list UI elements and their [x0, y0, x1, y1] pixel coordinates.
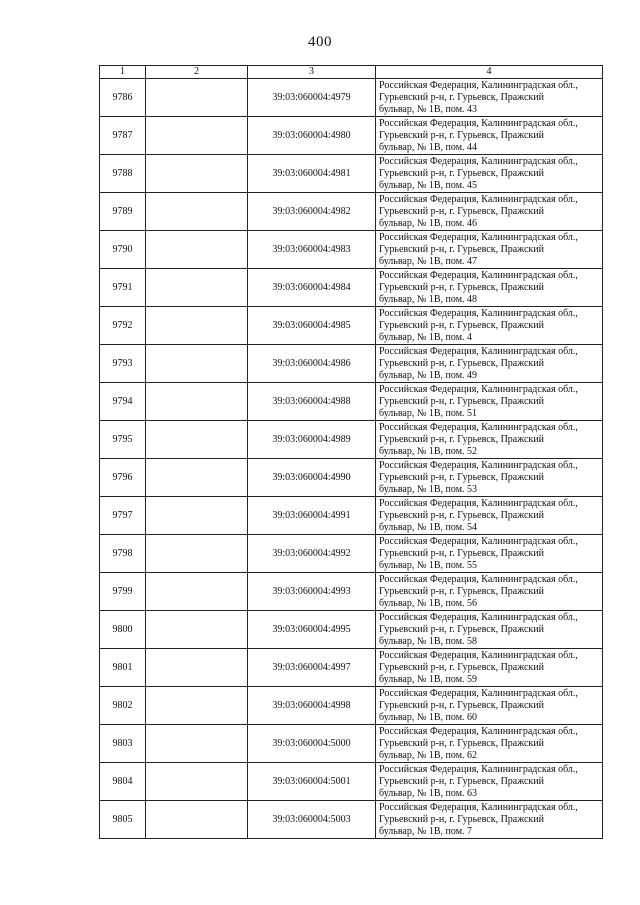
address-cell — [376, 79, 603, 117]
address-line: Гурьевский р-н, г. Гурьевск, Пражский — [379, 243, 544, 255]
address-line: Гурьевский р-н, г. Гурьевск, Пражский — [379, 205, 544, 217]
address-line: бульвар, № 1В, пом. 7 — [379, 825, 473, 837]
cadastral-number-cell: 39:03:060004:4998 — [248, 687, 376, 725]
address-cell — [376, 231, 603, 269]
address-line: бульвар, № 1В, пом. 49 — [379, 369, 478, 381]
row-number-cell: 9801 — [100, 649, 146, 687]
row-number-cell: 9799 — [100, 573, 146, 611]
address-line: бульвар, № 1В, пом. 54 — [379, 521, 478, 533]
address-line: Гурьевский р-н, г. Гурьевск, Пражский — [379, 585, 544, 597]
address-line: бульвар, № 1В, пом. 60 — [379, 711, 478, 723]
column-header-4: 4 — [376, 66, 603, 79]
address-line: Гурьевский р-н, г. Гурьевск, Пражский — [379, 319, 544, 331]
row-number-cell: 9803 — [100, 725, 146, 763]
empty-cell — [146, 611, 248, 649]
row-number-cell: 9798 — [100, 535, 146, 573]
empty-cell — [146, 459, 248, 497]
empty-cell — [146, 193, 248, 231]
empty-cell — [146, 307, 248, 345]
row-number-cell: 9802 — [100, 687, 146, 725]
row-number-cell: 9805 — [100, 801, 146, 839]
address-line: Российская Федерация, Калининградская обл., — [379, 725, 578, 737]
table-row — [100, 573, 603, 611]
address-line: Гурьевский р-н, г. Гурьевск, Пражский — [379, 775, 544, 787]
cadastral-number-cell: 39:03:060004:4985 — [248, 307, 376, 345]
address-line: Гурьевский р-н, г. Гурьевск, Пражский — [379, 471, 544, 483]
cadastral-number-cell: 39:03:060004:5003 — [248, 801, 376, 839]
cadastral-number-cell: 39:03:060004:4990 — [248, 459, 376, 497]
address-line: Гурьевский р-н, г. Гурьевск, Пражский — [379, 91, 544, 103]
address-cell — [376, 117, 603, 155]
table-row — [100, 459, 603, 497]
row-number-cell: 9793 — [100, 345, 146, 383]
address-line: Российская Федерация, Калининградская обл., — [379, 497, 578, 509]
column-header-2: 2 — [146, 66, 248, 79]
table-row — [100, 231, 603, 269]
address-line: Российская Федерация, Калининградская обл., — [379, 801, 578, 813]
empty-cell — [146, 763, 248, 801]
address-line: бульвар, № 1В, пом. 4 — [379, 331, 473, 343]
address-cell — [376, 725, 603, 763]
table-row — [100, 801, 603, 839]
address-line: Российская Федерация, Калининградская обл., — [379, 763, 578, 775]
empty-cell — [146, 649, 248, 687]
address-line: бульвар, № 1В, пом. 44 — [379, 141, 478, 153]
address-line: Российская Федерация, Калининградская обл., — [379, 117, 578, 129]
cadastral-number-cell: 39:03:060004:4992 — [248, 535, 376, 573]
row-number-cell: 9804 — [100, 763, 146, 801]
cadastral-number-cell: 39:03:060004:4997 — [248, 649, 376, 687]
row-number-cell: 9795 — [100, 421, 146, 459]
address-line: Российская Федерация, Калининградская обл., — [379, 231, 578, 243]
address-cell — [376, 763, 603, 801]
cadastral-number-cell: 39:03:060004:4986 — [248, 345, 376, 383]
table-row — [100, 383, 603, 421]
address-cell — [376, 193, 603, 231]
address-line: бульвар, № 1В, пом. 45 — [379, 179, 478, 191]
empty-cell — [146, 79, 248, 117]
empty-cell — [146, 573, 248, 611]
cadastral-number-cell: 39:03:060004:4980 — [248, 117, 376, 155]
address-line: Российская Федерация, Калининградская обл., — [379, 573, 578, 585]
address-line: бульвар, № 1В, пом. 59 — [379, 673, 478, 685]
row-number-cell: 9796 — [100, 459, 146, 497]
address-line: Российская Федерация, Калининградская обл., — [379, 269, 578, 281]
table-row — [100, 497, 603, 535]
address-cell — [376, 383, 603, 421]
table-row — [100, 193, 603, 231]
address-line: Российская Федерация, Калининградская обл., — [379, 345, 578, 357]
cadastral-number-cell: 39:03:060004:4993 — [248, 573, 376, 611]
empty-cell — [146, 155, 248, 193]
address-cell — [376, 421, 603, 459]
cadastral-number-cell: 39:03:060004:4979 — [248, 79, 376, 117]
address-line: бульвар, № 1В, пом. 43 — [379, 103, 478, 115]
cadastral-number-cell: 39:03:060004:4991 — [248, 497, 376, 535]
cadastral-number-cell: 39:03:060004:4982 — [248, 193, 376, 231]
address-line: Гурьевский р-н, г. Гурьевск, Пражский — [379, 547, 544, 559]
page-number: 400 — [308, 34, 332, 50]
address-line: Гурьевский р-н, г. Гурьевск, Пражский — [379, 357, 544, 369]
table-row — [100, 345, 603, 383]
row-number-cell: 9800 — [100, 611, 146, 649]
address-line: бульвар, № 1В, пом. 56 — [379, 597, 478, 609]
table-row — [100, 611, 603, 649]
address-line: Российская Федерация, Калининградская обл., — [379, 649, 578, 661]
empty-cell — [146, 687, 248, 725]
table-header-row — [100, 66, 603, 79]
address-line: Российская Федерация, Калининградская обл., — [379, 383, 578, 395]
empty-cell — [146, 535, 248, 573]
address-line: Гурьевский р-н, г. Гурьевск, Пражский — [379, 699, 544, 711]
table-row — [100, 117, 603, 155]
cadastral-number-cell: 39:03:060004:4981 — [248, 155, 376, 193]
empty-cell — [146, 421, 248, 459]
empty-cell — [146, 117, 248, 155]
empty-cell — [146, 231, 248, 269]
address-line: Гурьевский р-н, г. Гурьевск, Пражский — [379, 395, 544, 407]
empty-cell — [146, 383, 248, 421]
address-line: Российская Федерация, Калининградская обл., — [379, 155, 578, 167]
row-number-cell: 9790 — [100, 231, 146, 269]
address-line: Российская Федерация, Калининградская обл., — [379, 421, 578, 433]
table-row — [100, 79, 603, 117]
address-cell — [376, 611, 603, 649]
table-row — [100, 535, 603, 573]
table-row — [100, 725, 603, 763]
row-number-cell: 9791 — [100, 269, 146, 307]
address-line: Гурьевский р-н, г. Гурьевск, Пражский — [379, 281, 544, 293]
address-line: Российская Федерация, Калининградская обл., — [379, 307, 578, 319]
address-line: бульвар, № 1В, пом. 63 — [379, 787, 478, 799]
address-line: Гурьевский р-н, г. Гурьевск, Пражский — [379, 509, 544, 521]
row-number-cell: 9789 — [100, 193, 146, 231]
cadastral-number-cell: 39:03:060004:5001 — [248, 763, 376, 801]
address-line: Гурьевский р-н, г. Гурьевск, Пражский — [379, 167, 544, 179]
cadastral-number-cell: 39:03:060004:4983 — [248, 231, 376, 269]
row-number-cell: 9787 — [100, 117, 146, 155]
cadastral-number-cell: 39:03:060004:4984 — [248, 269, 376, 307]
address-cell — [376, 155, 603, 193]
address-line: Российская Федерация, Калининградская обл., — [379, 193, 578, 205]
empty-cell — [146, 725, 248, 763]
row-number-cell: 9794 — [100, 383, 146, 421]
address-line: Российская Федерация, Калининградская обл., — [379, 611, 578, 623]
table-row — [100, 307, 603, 345]
address-line: Гурьевский р-н, г. Гурьевск, Пражский — [379, 129, 544, 141]
row-number-cell: 9792 — [100, 307, 146, 345]
empty-cell — [146, 801, 248, 839]
row-number-cell: 9797 — [100, 497, 146, 535]
address-cell — [376, 269, 603, 307]
address-cell — [376, 345, 603, 383]
address-line: бульвар, № 1В, пом. 58 — [379, 635, 478, 647]
address-line: бульвар, № 1В, пом. 62 — [379, 749, 478, 761]
address-cell — [376, 535, 603, 573]
address-cell — [376, 573, 603, 611]
row-number-cell: 9788 — [100, 155, 146, 193]
row-number-cell: 9786 — [100, 79, 146, 117]
address-line: Российская Федерация, Калининградская обл., — [379, 459, 578, 471]
address-line: бульвар, № 1В, пом. 47 — [379, 255, 478, 267]
address-cell — [376, 649, 603, 687]
column-header-3: 3 — [248, 66, 376, 79]
cadastral-number-cell: 39:03:060004:4989 — [248, 421, 376, 459]
address-cell — [376, 687, 603, 725]
table-row — [100, 421, 603, 459]
table-row — [100, 763, 603, 801]
registry-table — [99, 65, 603, 839]
address-line: бульвар, № 1В, пом. 52 — [379, 445, 478, 457]
table-row — [100, 269, 603, 307]
address-line: Гурьевский р-н, г. Гурьевск, Пражский — [379, 813, 544, 825]
address-cell — [376, 801, 603, 839]
address-cell — [376, 307, 603, 345]
address-line: Российская Федерация, Калининградская обл., — [379, 79, 578, 91]
address-line: бульвар, № 1В, пом. 48 — [379, 293, 478, 305]
address-line: бульвар, № 1В, пом. 53 — [379, 483, 478, 495]
cadastral-number-cell: 39:03:060004:5000 — [248, 725, 376, 763]
address-line: бульвар, № 1В, пом. 46 — [379, 217, 478, 229]
address-cell — [376, 497, 603, 535]
table-row — [100, 155, 603, 193]
address-cell — [376, 459, 603, 497]
empty-cell — [146, 497, 248, 535]
address-line: Гурьевский р-н, г. Гурьевск, Пражский — [379, 623, 544, 635]
registry-table-body — [100, 66, 603, 839]
empty-cell — [146, 269, 248, 307]
empty-cell — [146, 345, 248, 383]
address-line: Гурьевский р-н, г. Гурьевск, Пражский — [379, 433, 544, 445]
address-line: Российская Федерация, Калининградская обл., — [379, 687, 578, 699]
address-line: бульвар, № 1В, пом. 51 — [379, 407, 478, 419]
address-line: бульвар, № 1В, пом. 55 — [379, 559, 478, 571]
address-line: Гурьевский р-н, г. Гурьевск, Пражский — [379, 661, 544, 673]
address-line: Российская Федерация, Калининградская обл., — [379, 535, 578, 547]
table-row — [100, 687, 603, 725]
cadastral-number-cell: 39:03:060004:4988 — [248, 383, 376, 421]
address-line: Гурьевский р-н, г. Гурьевск, Пражский — [379, 737, 544, 749]
column-header-1: 1 — [100, 66, 146, 79]
table-row — [100, 649, 603, 687]
cadastral-number-cell: 39:03:060004:4995 — [248, 611, 376, 649]
